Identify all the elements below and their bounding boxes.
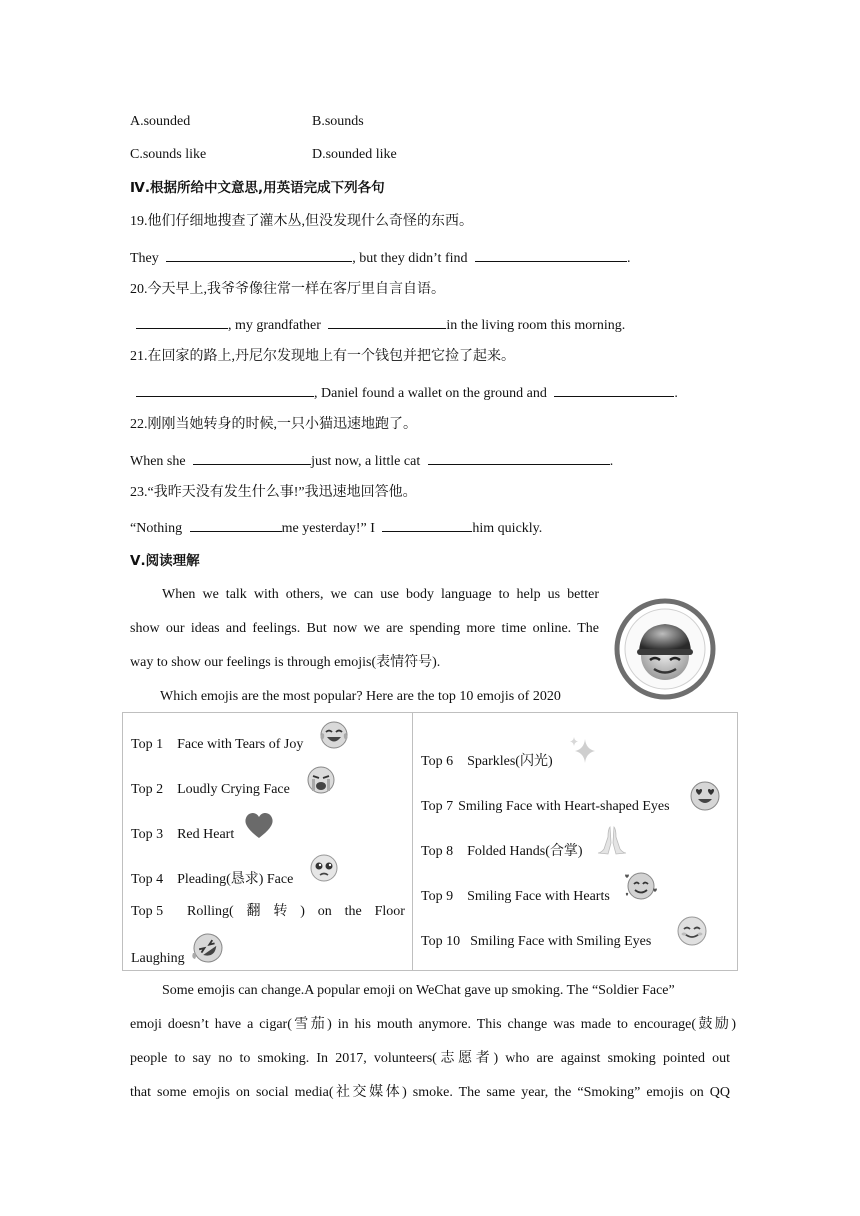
top4-row	[131, 870, 293, 890]
top7-name: Smiling Face with Heart-shaped Eyes	[458, 799, 670, 814]
q22-text-2: just now, a little cat	[311, 454, 421, 469]
pleading-face-icon	[309, 853, 339, 883]
top4-rank: Top 4	[131, 872, 164, 887]
top5-row	[131, 902, 405, 922]
q20-text-1: , my grandfather	[228, 318, 321, 333]
top3-rank: Top 3	[131, 827, 164, 842]
smiling-hearts-icon	[623, 870, 659, 902]
q19-blank-1[interactable]	[166, 247, 352, 262]
q22-english	[130, 450, 613, 472]
top5-name-tail: Laughing	[131, 951, 185, 966]
q22-chinese: 22.刚刚当她转身的时候,一只小猫迅速地跑了。	[130, 417, 417, 432]
option-a: A.sounded	[130, 114, 191, 129]
top1-row	[131, 735, 303, 755]
top4-name: Pleading(恳求) Face	[177, 872, 294, 887]
q23-chinese: 23.“我昨天没有发生什么事!”我迅速地回答他。	[130, 485, 417, 500]
q21-chinese: 21.在回家的路上,丹尼尔发现地上有一个钱包并把它捡了起来。	[130, 349, 515, 364]
section5-heading: Ⅴ.阅读理解	[130, 553, 200, 569]
top10-row	[421, 932, 651, 952]
top5-rank: Top 5	[131, 904, 164, 919]
top10-left-column	[123, 713, 413, 971]
q21-blank-1[interactable]	[136, 382, 314, 397]
sparkles-icon	[567, 735, 599, 767]
q23-blank-1[interactable]	[190, 517, 282, 532]
top2-rank: Top 2	[131, 782, 164, 797]
soldier-face-icon	[614, 598, 716, 700]
q23-blank-2[interactable]	[382, 517, 472, 532]
q20-text-2: in the living room this morning.	[446, 318, 626, 333]
q23-text-3: him quickly.	[472, 521, 543, 536]
q19-text-3: .	[627, 251, 631, 266]
top2-row	[131, 780, 290, 800]
q21-text-2: .	[674, 386, 678, 401]
top2-name: Loudly Crying Face	[177, 782, 290, 797]
top8-row	[421, 842, 583, 862]
top1-rank: Top 1	[131, 737, 164, 752]
top3-row	[131, 825, 234, 845]
q20-blank-2[interactable]	[328, 314, 446, 329]
q21-text-1: , Daniel found a wallet on the ground and	[314, 386, 547, 401]
q21-english	[136, 382, 678, 404]
q19-blank-2[interactable]	[475, 247, 627, 262]
q23-english	[130, 517, 542, 539]
q22-blank-1[interactable]	[193, 450, 311, 465]
q22-text-3: .	[609, 454, 614, 469]
top10-name: Smiling Face with Smiling Eyes	[470, 934, 652, 949]
top9-row	[421, 887, 610, 907]
top7-row	[421, 797, 670, 817]
section4-heading: Ⅳ.根据所给中文意思,用英语完成下列各句	[130, 180, 385, 196]
rolling-laughing-icon	[191, 931, 225, 965]
top1-name: Face with Tears of Joy	[177, 737, 304, 752]
passage-1-line-4: Which emojis are the most popular? Here are the top 10 emojis of 2020	[160, 689, 561, 704]
loudly-crying-icon	[305, 764, 337, 796]
heart-eyes-icon	[689, 780, 721, 812]
top6-name: Sparkles(闪光)	[467, 754, 553, 769]
smiling-eyes-icon	[676, 915, 708, 947]
q19-text-2: , but they didn’t find	[352, 251, 468, 266]
top9-name: Smiling Face with Hearts	[467, 889, 610, 904]
q20-blank-1[interactable]	[136, 314, 228, 329]
passage-1-line-1: When we talk with others, we can use body language to help us better	[162, 587, 599, 602]
q23-text-2: me yesterday!” I	[281, 521, 375, 536]
top10-emoji-table	[122, 712, 738, 971]
passage-2-line-4: that some emojis on social media(社交媒体) smoke. The same year, the “Smoking” emojis on QQ	[130, 1085, 730, 1100]
passage-1-line-2: show our ideas and feelings. But now we are spending more time online. The	[130, 621, 599, 636]
q23-text-1: “Nothing	[130, 521, 183, 536]
q20-english	[136, 314, 625, 336]
q21-blank-2[interactable]	[554, 382, 674, 397]
top10-right-column	[413, 713, 738, 971]
top3-name: Red Heart	[177, 827, 235, 842]
option-d: D.sounded like	[312, 147, 397, 162]
top6-rank: Top 6	[421, 754, 454, 769]
option-c: C.sounds like	[130, 147, 207, 162]
passage-2-line-3: people to say no to smoking. In 2017, volunteers(志愿者) who are against smoking pointed out	[130, 1051, 730, 1066]
top7-rank: Top 7	[421, 799, 454, 814]
passage-2-line-1: Some emojis can change.A popular emoji on WeChat gave up smoking. The “Soldier Face”	[162, 983, 675, 998]
q22-blank-2[interactable]	[428, 450, 610, 465]
q19-english	[130, 247, 631, 269]
top10-rank: Top 10	[421, 934, 461, 949]
top9-rank: Top 9	[421, 889, 454, 904]
red-heart-icon	[243, 810, 275, 840]
folded-hands-icon	[595, 823, 629, 857]
top8-name: Folded Hands(合掌)	[467, 844, 583, 859]
q19-chinese: 19.他们仔细地搜查了灌木丛,但没发现什么奇怪的东西。	[130, 214, 473, 229]
q19-text-1: They	[130, 251, 159, 266]
tears-of-joy-icon	[318, 719, 350, 751]
top8-rank: Top 8	[421, 844, 454, 859]
q20-chinese: 20.今天早上,我爷爷像往常一样在客厅里自言自语。	[130, 282, 445, 297]
q22-text-1: When she	[130, 454, 186, 469]
passage-2-line-2: emoji doesn’t have a cigar(雪茄) in his mouth anymore. This change was made to encourage(鼓励)	[130, 1017, 736, 1032]
passage-1-line-3: way to show our feelings is through emojis(表情符号).	[130, 655, 441, 670]
top6-row	[421, 752, 553, 772]
option-b: B.sounds	[312, 114, 364, 129]
top5-name: Rolling( 翻 转 ) on the Floor	[187, 904, 405, 919]
